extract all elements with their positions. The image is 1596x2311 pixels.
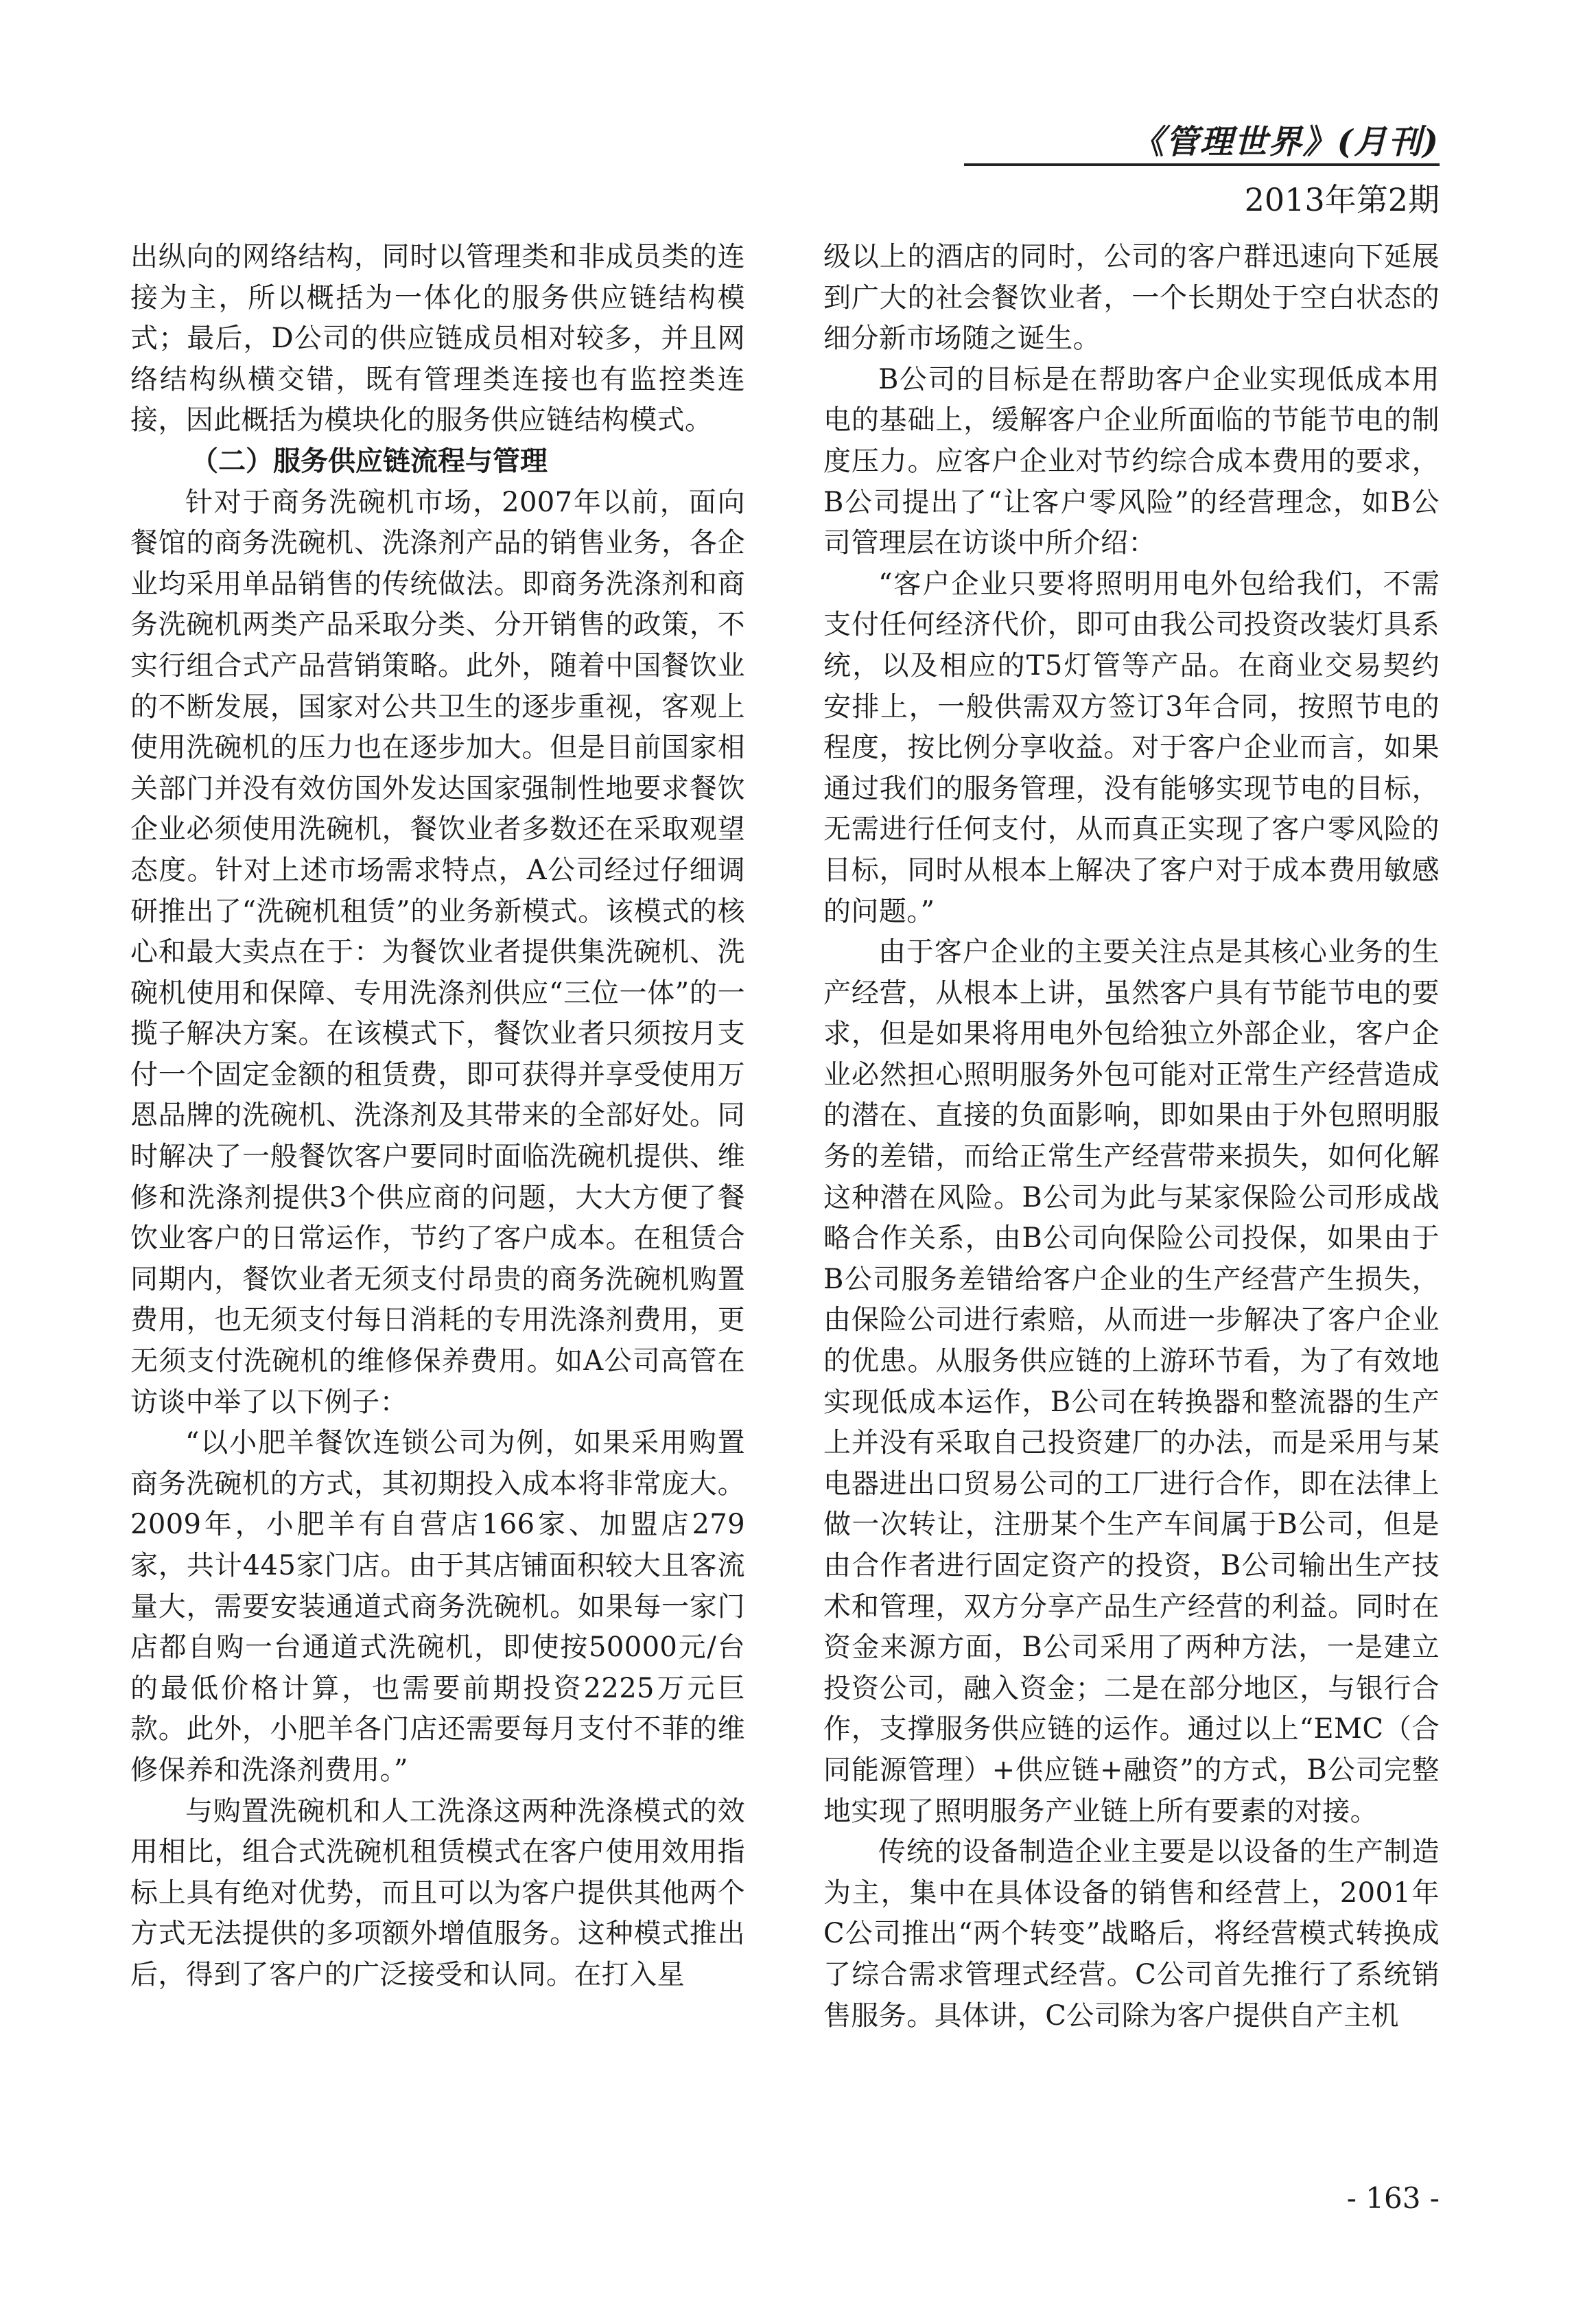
issue-number: 2013年第2期: [1244, 181, 1440, 218]
quote-paragraph: “客户企业只要将照明用电外包给我们，不需支付任何经济代价，即可由我公司投资改装灯具系统，以及相应的T5灯管等产品。在商业交易契约安排上，一般供需双方签订3年合同，按照节电的程度，按比例分享收益。对于客户企业而言，如果通过我们的服务管理，没有能够实现节电的目标，无需进行任何支付，从而真正实现了客户零风险的目标，同时从根本上解决了客户对于成本费用敏感的问题。”: [823, 568, 1440, 927]
paragraph: 由于客户企业的主要关注点是其核心业务的生产经营，从根本上讲，虽然客户具有节能节电的要求，但是如果将用电外包给独立外部企业，客户企业必然担心照明服务外包可能对正常生产经营造成的潜在、直接的负面影响，即如果由于外包照明服务的差错，而给正常生产经营带来损失，如何化解这种潜在风险。B公司为此与某家保险公司形成战略合作关系，由B公司向保险公司投保，如果由于B公司服务差错给客户企业的生产经营产生损失，由保险公司进行索赔，从而进一步解决了客户企业的优患。从服务供应链的上游环节看，为了有效地实现低成本运作，B公司在转换器和整流器的生产上并没有采取自己投资建厂的办法，而是采用与某电器进出口贸易公司的工厂进行合作，即在法律上做一次转让，注册某个生产车间属于B公司，但是由合作者进行固定资产的投资，B公司输出生产技术和管理，双方分享产品生产经营的利益。同时在资金来源方面，B公司采用了两种方法，一是建立投资公司，融入资金；二是在部分地区，与银行合作，支撑服务供应链的运作。通过以上“EMC（合同能源管理）+供应链+融资”的方式，B公司完整地实现了照明服务产业链上所有要素的对接。: [823, 936, 1440, 1827]
paragraph: 出纵向的网络结构，同时以管理类和非成员类的连接为主，所以概括为一体化的服务供应链结构模式；最后，D公司的供应链成员相对较多，并且网络结构纵横交错，既有管理类连接也有监控类连接，因此概括为模块化的服务供应链结构模式。: [130, 241, 745, 437]
quote-paragraph: “以小肥羊餐饮连锁公司为例，如果采用购置商务洗碗机的方式，其初期投入成本将非常庞大。2009年，小肥羊有自营店166家、加盟店279家，共计445家门店。由于其店铺面积较大且客流量大，需要安装通道式商务洗碗机。如果每一家门店都自购一台通道式洗碗机，即使按50000元/台的最低价格计算，也需要前期投资2225万元巨款。此外，小肥羊各门店还需要每月支付不菲的维修保养和洗涤剂费用。”: [130, 1427, 745, 1786]
paragraph: 传统的设备制造企业主要是以设备的生产制造为主，集中在具体设备的销售和经营上，2001年C公司推出“两个转变”战略后，将经营模式转换成了综合需求管理式经营。C公司首先推行了系统销售服务。具体讲，C公司除为客户提供自产主机: [823, 1836, 1440, 2032]
header-rule: [964, 163, 1440, 166]
paragraph: 级以上的酒店的同时，公司的客户群迅速向下延展到广大的社会餐饮业者，一个长期处于空白状态的细分新市场随之诞生。: [823, 241, 1440, 355]
paragraph: 与购置洗碗机和人工洗涤这两种洗涤模式的效用相比，组合式洗碗机租赁模式在客户使用效用指标上具有绝对优势，而且可以为客户提供其他两个方式无法提供的多项额外增值服务。这种模式推出后，得到了客户的广泛接受和认同。在打入星: [130, 1795, 745, 1990]
paragraph: 针对于商务洗碗机市场，2007年以前，面向餐馆的商务洗碗机、洗涤剂产品的销售业务，各企业均采用单品销售的传统做法。即商务洗涤剂和商务洗碗机两类产品采取分类、分开销售的政策，不实行组合式产品营销策略。此外，随着中国餐饮业的不断发展，国家对公共卫生的逐步重视，客观上使用洗碗机的压力也在逐步加大。但是目前国家相关部门并没有效仿国外发达国家强制性地要求餐饮企业必须使用洗碗机，餐饮业者多数还在采取观望态度。针对上述市场需求特点，A公司经过仔细调研推出了“洗碗机租赁”的业务新模式。该模式的核心和最大卖点在于：为餐饮业者提供集洗碗机、洗碗机使用和保障、专用洗涤剂供应“三位一体”的一揽子解决方案。在该模式下，餐饮业者只须按月支付一个固定金额的租赁费，即可获得并享受使用万恩品牌的洗碗机、洗涤剂及其带来的全部好处。同时解决了一般餐饮客户要同时面临洗碗机提供、维修和洗涤剂提供3个供应商的问题，大大方便了餐饮业客户的日常运作，节约了客户成本。在租赁合同期内，餐饮业者无须支付昂贵的商务洗碗机购置费用，也无须支付每日消耗的专用洗涤剂费用，更无须支付洗碗机的维修保养费用。如A公司高管在访谈中举了以下例子：: [130, 486, 745, 1418]
journal-title: 《管理世界》(月刊): [1131, 123, 1440, 161]
paragraph: B公司的目标是在帮助客户企业实现低成本用电的基础上，缓解客户企业所面临的节能节电的制度压力。应客户企业对节约综合成本费用的要求，B公司提出了“让客户零风险”的经营理念，如B公司管理层在访谈中所介绍：: [823, 363, 1440, 559]
left-column: [130, 237, 745, 1996]
page-number: - 163 -: [1346, 2181, 1440, 2215]
section-heading: （二）服务供应链流程与管理: [191, 445, 548, 477]
right-column: [823, 237, 1440, 2036]
